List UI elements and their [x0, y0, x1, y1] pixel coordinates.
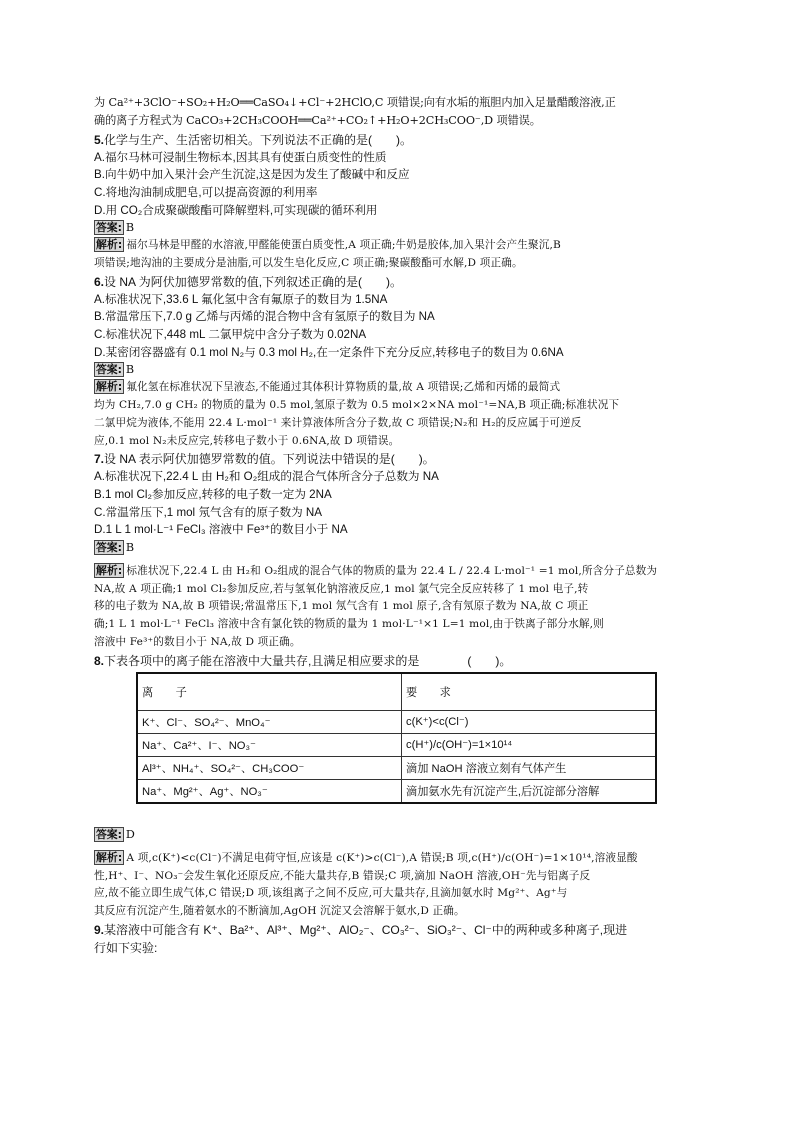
analysis-text: 氟化氢在标准状况下呈液态,不能通过其体积计算物质的量,故 A 项错误;乙烯和丙烯的最简式 — [126, 381, 561, 394]
analysis-label: 解析: — [96, 238, 123, 252]
question-number: 5. — [94, 132, 105, 147]
analysis-text: 福尔马林是甲醛的水溶液,甲醛能使蛋白质变性,A 项正确;牛奶是胶体,加入果汁会产生聚沉,B — [126, 239, 561, 252]
option-a: A.福尔马林可浸制生物标本,因其具有使蛋白质变性的性质 — [94, 150, 387, 164]
text-line: 为 Ca²⁺+3ClO⁻+SO₂+H₂O══CaSO₄↓+Cl⁻+2HClO,C 项错误;向有水垢的瓶胆内加入足量醋酸溶液,正 — [94, 96, 616, 109]
option-c: C.常温常压下,1 mol 氖气含有的原子数为 NA — [94, 505, 323, 519]
answer-label: 答案: — [96, 221, 122, 235]
cell-ions: Na⁺、Mg²⁺、Ag⁺、NO₃⁻ — [137, 779, 402, 803]
analysis-text: 溶液中 Fe³⁺的数目小于 NA,故 D 项正确。 — [94, 635, 301, 648]
cell-ions: Na⁺、Ca²⁺、I⁻、NO₃⁻ — [137, 733, 402, 756]
previous-analysis-continuation — [94, 94, 660, 131]
question-text: 某溶液中可能含有 K⁺、Ba²⁺、Al³⁺、Mg²⁺、AlO₂⁻、CO₃²⁻、SiO₃²⁻、Cl⁻中的两种或多种离子,现进 — [104, 922, 628, 937]
analysis-text: 应,0.1 mol N₂未反应完,转移电子数小于 0.6NA,故 D 项错误。 — [94, 434, 400, 447]
analysis-label: 解析: — [96, 563, 123, 577]
question-number: 9. — [94, 922, 105, 937]
question-number: 6. — [94, 274, 105, 289]
analysis-text: 应,故不能立即生成气体,C 错误;D 项,该组离子之间不反应,可大量共存,且滴加氨水时 Mg²⁺、Ag⁺与 — [94, 887, 568, 900]
cell-requirement: 滴加氨水先有沉淀产生,后沉淀部分溶解 — [402, 779, 657, 803]
answer-label: 答案: — [96, 540, 122, 554]
analysis-text: 项错误;地沟油的主要成分是油脂,可以发生皂化反应,C 项正确;聚碳酸酯可水解,D 项正确。 — [94, 256, 523, 269]
question-number: 8. — [94, 653, 105, 668]
cell-requirement: 滴加 NaOH 溶液立刻有气体产生 — [402, 756, 657, 779]
question-text: 设 NA 表示阿伏加德罗常数的值。下列说法中错误的是( )。 — [104, 452, 435, 467]
analysis-text: NA,故 A 项正确;1 mol Cl₂参加反应,若与氢氧化钠溶液反应,1 mol 氯气完全反应转移了 1 mol 电子,转 — [94, 582, 589, 595]
question-stem — [94, 921, 660, 939]
answer-value: B — [125, 363, 135, 377]
header-cell-ions: 离 子 — [137, 673, 402, 711]
answer-label: 答案: — [96, 363, 122, 377]
cell-ions: Al³⁺、NH₄⁺、SO₄²⁻、CH₃COO⁻ — [137, 756, 402, 779]
analysis-text: 二氯甲烷为液体,不能用 22.4 L·mol⁻¹ 来计算液体所含分子数,故 C 项错误;N₂和 H₂的反应属于可逆反 — [94, 416, 582, 429]
cell-requirement: c(H⁺)/c(OH⁻)=1×10¹⁴ — [402, 733, 657, 756]
table-header-row — [137, 673, 656, 711]
ions-requirements-table — [136, 672, 657, 804]
document-page — [94, 94, 660, 957]
analysis-row — [94, 237, 660, 255]
option-c: C.标准状况下,448 mL 二氯甲烷中含分子数为 0.02NA — [94, 327, 367, 341]
question-stem — [94, 131, 660, 149]
question-9 — [94, 921, 660, 957]
answer-label: 答案: — [96, 827, 122, 841]
analysis-label: 解析: — [96, 850, 123, 864]
table-row — [137, 756, 656, 779]
analysis-row — [94, 379, 660, 397]
analysis-text: A 项,c(K⁺)<c(Cl⁻)不满足电荷守恒,应该是 c(K⁺)>c(Cl⁻),A 错误;B 项,c(H⁺)/c(OH⁻)=1×10¹⁴,溶液显酸 — [126, 851, 638, 864]
answer-value: B — [125, 221, 135, 235]
option-a: A.标准状况下,33.6 L 氟化氢中含有氟原子的数目为 1.5NA — [94, 292, 388, 306]
table-row — [137, 733, 656, 756]
analysis-row — [94, 850, 660, 868]
analysis-row — [94, 563, 660, 581]
answer-value: B — [125, 540, 135, 554]
question-7 — [94, 450, 660, 651]
answer-value: D — [125, 827, 135, 841]
analysis-text: 标准状况下,22.4 L 由 H₂和 O₂组成的混合气体的物质的量为 22.4 L / 22.4 L·mol⁻¹ =1 mol,所含分子总数为 — [126, 564, 658, 577]
question-stem — [94, 450, 660, 468]
question-stem — [94, 273, 660, 291]
option-b: B.1 mol Cl₂参加反应,转移的电子数一定为 2NA — [94, 487, 332, 501]
table-row — [137, 779, 656, 803]
option-d: D.某密闭容器盛有 0.1 mol N₂与 0.3 mol H₂,在一定条件下充分反应,转移电子的数目为 0.6NA — [94, 345, 564, 359]
analysis-text: 确;1 L 1 mol·L⁻¹ FeCl₃ 溶液中含有氯化铁的物质的量为 1 mol·L⁻¹×1 L=1 mol,由于铁离子部分水解,则 — [94, 618, 604, 631]
option-b: B.向牛奶中加入果汁会产生沉淀,这是因为发生了酸碱中和反应 — [94, 168, 410, 182]
question-text: 设 NA 为阿伏加德罗常数的值,下列叙述正确的是( )。 — [104, 274, 403, 289]
option-d: D.1 L 1 mol·L⁻¹ FeCl₃ 溶液中 Fe³⁺的数目小于 NA — [94, 523, 348, 537]
answer-row — [94, 219, 660, 237]
option-d: D.用 CO₂合成聚碳酸酯可降解塑料,可实现碳的循环利用 — [94, 203, 378, 217]
question-text: 下表各项中的离子能在溶液中大量共存,且满足相应要求的是 ( )。 — [104, 653, 512, 668]
question-5 — [94, 131, 660, 273]
answer-row — [94, 539, 660, 557]
header-cell-requirement: 要 求 — [402, 673, 657, 711]
table-row — [137, 710, 656, 733]
question-8 — [94, 652, 660, 921]
option-a: A.标准状况下,22.4 L 由 H₂和 O₂组成的混合气体所含分子总数为 NA — [94, 470, 439, 484]
question-text: 化学与生产、生活密切相关。下列说法不正确的是( )。 — [104, 132, 413, 147]
question-stem — [94, 652, 660, 670]
analysis-text: 移的电子数为 NA,故 B 项错误;常温常压下,1 mol 氖气含有 1 mol 原子,含有氖原子数为 NA,故 C 项正 — [94, 600, 589, 613]
option-c: C.将地沟油制成肥皂,可以提高资源的利用率 — [94, 186, 318, 199]
answer-row — [94, 826, 660, 844]
cell-ions: K⁺、Cl⁻、SO₄²⁻、MnO₄⁻ — [137, 710, 402, 733]
option-b: B.常温常压下,7.0 g 乙烯与丙烯的混合物中含有氢原子的数目为 NA — [94, 310, 435, 324]
analysis-text: 其反应有沉淀产生,随着氨水的不断滴加,AgOH 沉淀又会溶解于氨水,D 正确。 — [94, 905, 465, 918]
answer-row — [94, 361, 660, 379]
question-number: 7. — [94, 452, 105, 467]
cell-requirement: c(K⁺)<c(Cl⁻) — [402, 710, 657, 733]
question-6 — [94, 273, 660, 451]
analysis-label: 解析: — [96, 380, 123, 394]
text-line: 确的离子方程式为 CaCO₃+2CH₃COOH══Ca²⁺+CO₂↑+H₂O+2CH₃COO⁻,D 项错误。 — [94, 114, 541, 128]
analysis-text: 均为 CH₂,7.0 g CH₂ 的物质的量为 0.5 mol,氢原子数为 0.5 mol×2×NA mol⁻¹=NA,B 项正确;标准状况下 — [94, 398, 620, 411]
question-text: 行如下实验: — [94, 940, 158, 955]
analysis-text: 性,H⁺、I⁻、NO₃⁻会发生氧化还原反应,不能大量共存,B 错误;C 项,滴加 NaOH 溶液,OH⁻先与铝离子反 — [94, 869, 591, 882]
